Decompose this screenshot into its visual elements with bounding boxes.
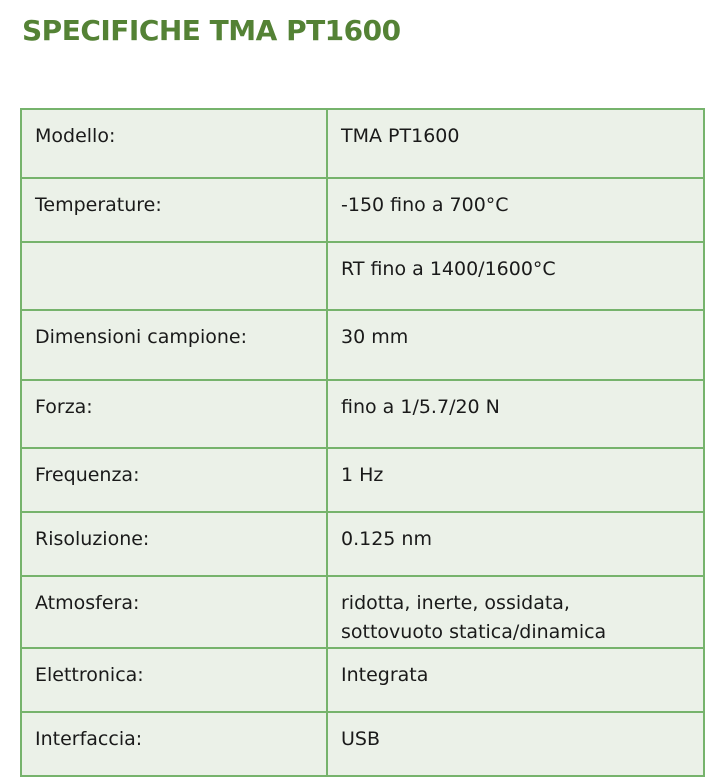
specifications-table (20, 108, 705, 777)
spec-value-line: 30 mm (341, 326, 409, 348)
spec-row-temperature (21, 178, 704, 242)
spec-value-line: USB (341, 728, 381, 750)
spec-label: Frequenza: (21, 448, 327, 512)
spec-value (327, 380, 704, 448)
spec-value-line: RT fino a 1400/1600°C (341, 258, 556, 280)
spec-label: Modello: (21, 109, 327, 178)
spec-row-dimensioni-campione (21, 310, 704, 380)
spec-row-atmosfera (21, 576, 704, 648)
spec-value (327, 448, 704, 512)
spec-value-line: 1 Hz (341, 464, 384, 486)
spec-row-elettronica (21, 648, 704, 712)
spec-label: Atmosfera: (21, 576, 327, 648)
spec-value-line: sottovuoto statica/dinamica (341, 621, 607, 643)
spec-value (327, 576, 704, 648)
spec-label: Interfaccia: (21, 712, 327, 776)
spec-value (327, 109, 704, 178)
spec-value (327, 242, 704, 310)
spec-value (327, 512, 704, 576)
spec-value-line: 0.125 nm (341, 528, 432, 550)
spec-row-forza (21, 380, 704, 448)
spec-label: Dimensioni campione: (21, 310, 327, 380)
spec-label: Risoluzione: (21, 512, 327, 576)
spec-label: Temperature: (21, 178, 327, 242)
spec-label (21, 242, 327, 310)
spec-row-temperature-range-2 (21, 242, 704, 310)
spec-value (327, 712, 704, 776)
spec-row-interfaccia (21, 712, 704, 776)
spec-label: Elettronica: (21, 648, 327, 712)
spec-value-line: fino a 1/5.7/20 N (341, 396, 500, 418)
spec-row-modello (21, 109, 704, 178)
spec-row-risoluzione (21, 512, 704, 576)
spec-row-frequenza (21, 448, 704, 512)
page-title: SPECIFICHE TMA PT1600 (22, 14, 401, 47)
spec-value-line: ridotta, inerte, ossidata, (341, 592, 570, 614)
spec-value-line: Integrata (341, 664, 429, 686)
spec-value-line: TMA PT1600 (341, 125, 460, 147)
spec-value (327, 178, 704, 242)
spec-value-line: -150 fino a 700°C (341, 194, 509, 216)
spec-value (327, 648, 704, 712)
spec-label: Forza: (21, 380, 327, 448)
spec-value (327, 310, 704, 380)
